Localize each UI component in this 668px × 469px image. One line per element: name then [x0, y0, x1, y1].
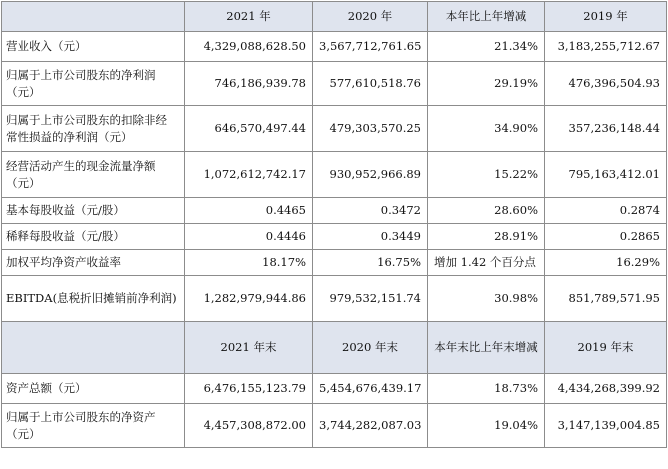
value-2020: 16.75% [313, 250, 428, 276]
value-2019: 3,147,139,004.85 [545, 404, 667, 448]
header-2021-end: 2021 年末 [185, 322, 313, 374]
header-corner-cell [2, 2, 185, 32]
value-change: 19.04% [428, 404, 545, 448]
value-2020: 0.3449 [313, 224, 428, 250]
value-2021: 6,476,155,123.79 [185, 374, 313, 404]
row-label: 归属于上市公司股东的净资产（元） [2, 404, 185, 448]
value-2020: 5,454,676,439.17 [313, 374, 428, 404]
value-2019: 16.29% [545, 250, 667, 276]
header-row-yearend [2, 322, 667, 374]
value-change: 29.19% [428, 62, 545, 106]
row-label: 归属于上市公司股东的扣除非经常性损益的净利润（元） [2, 106, 185, 152]
header-2020-end: 2020 年末 [313, 322, 428, 374]
value-2019: 357,236,148.44 [545, 106, 667, 152]
row-label: 经营活动产生的现金流量净额（元） [2, 152, 185, 198]
header-row-annual [2, 2, 667, 32]
value-change: 15.22% [428, 152, 545, 198]
value-2019: 851,789,571.95 [545, 276, 667, 322]
row-label: 资产总额（元） [2, 374, 185, 404]
header-change-end: 本年末比上年末增减 [428, 322, 545, 374]
financial-summary-table [1, 1, 667, 448]
header-change: 本年比上年增减 [428, 2, 545, 32]
value-2019: 476,396,504.93 [545, 62, 667, 106]
value-change: 30.98% [428, 276, 545, 322]
value-2019: 795,163,412.01 [545, 152, 667, 198]
value-2021: 1,282,979,944.86 [185, 276, 313, 322]
row-label: 基本每股收益（元/股） [2, 198, 185, 224]
table-row [2, 374, 667, 404]
row-label: 归属于上市公司股东的净利润（元） [2, 62, 185, 106]
table-row [2, 276, 667, 322]
value-2020: 3,744,282,087.03 [313, 404, 428, 448]
value-2021: 0.4465 [185, 198, 313, 224]
table-row [2, 32, 667, 62]
value-2020: 0.3472 [313, 198, 428, 224]
value-2021: 1,072,612,742.17 [185, 152, 313, 198]
value-2019: 3,183,255,712.67 [545, 32, 667, 62]
value-2021: 4,329,088,628.50 [185, 32, 313, 62]
row-label: 营业收入（元） [2, 32, 185, 62]
value-2020: 979,532,151.74 [313, 276, 428, 322]
value-change: 增加 1.42 个百分点 [428, 250, 545, 276]
value-2020: 930,952,966.89 [313, 152, 428, 198]
header-corner-cell [2, 322, 185, 374]
value-2019: 0.2865 [545, 224, 667, 250]
value-2019: 0.2874 [545, 198, 667, 224]
table-row [2, 62, 667, 106]
header-2019: 2019 年 [545, 2, 667, 32]
value-2021: 4,457,308,872.00 [185, 404, 313, 448]
value-2021: 0.4446 [185, 224, 313, 250]
value-2020: 3,567,712,761.65 [313, 32, 428, 62]
value-2020: 479,303,570.25 [313, 106, 428, 152]
value-change: 21.34% [428, 32, 545, 62]
table-row [2, 250, 667, 276]
table-row [2, 404, 667, 448]
header-2019-end: 2019 年末 [545, 322, 667, 374]
value-change: 28.60% [428, 198, 545, 224]
table-row [2, 224, 667, 250]
table-row [2, 106, 667, 152]
value-change: 18.73% [428, 374, 545, 404]
row-label: 稀释每股收益（元/股） [2, 224, 185, 250]
row-label: 加权平均净资产收益率 [2, 250, 185, 276]
value-2019: 4,434,268,399.92 [545, 374, 667, 404]
value-change: 28.91% [428, 224, 545, 250]
value-2021: 18.17% [185, 250, 313, 276]
table-row [2, 198, 667, 224]
row-label: EBITDA(息税折旧摊销前净利润) [2, 276, 185, 322]
value-change: 34.90% [428, 106, 545, 152]
value-2021: 746,186,939.78 [185, 62, 313, 106]
header-2021: 2021 年 [185, 2, 313, 32]
value-2021: 646,570,497.44 [185, 106, 313, 152]
header-2020: 2020 年 [313, 2, 428, 32]
value-2020: 577,610,518.76 [313, 62, 428, 106]
table-row [2, 152, 667, 198]
